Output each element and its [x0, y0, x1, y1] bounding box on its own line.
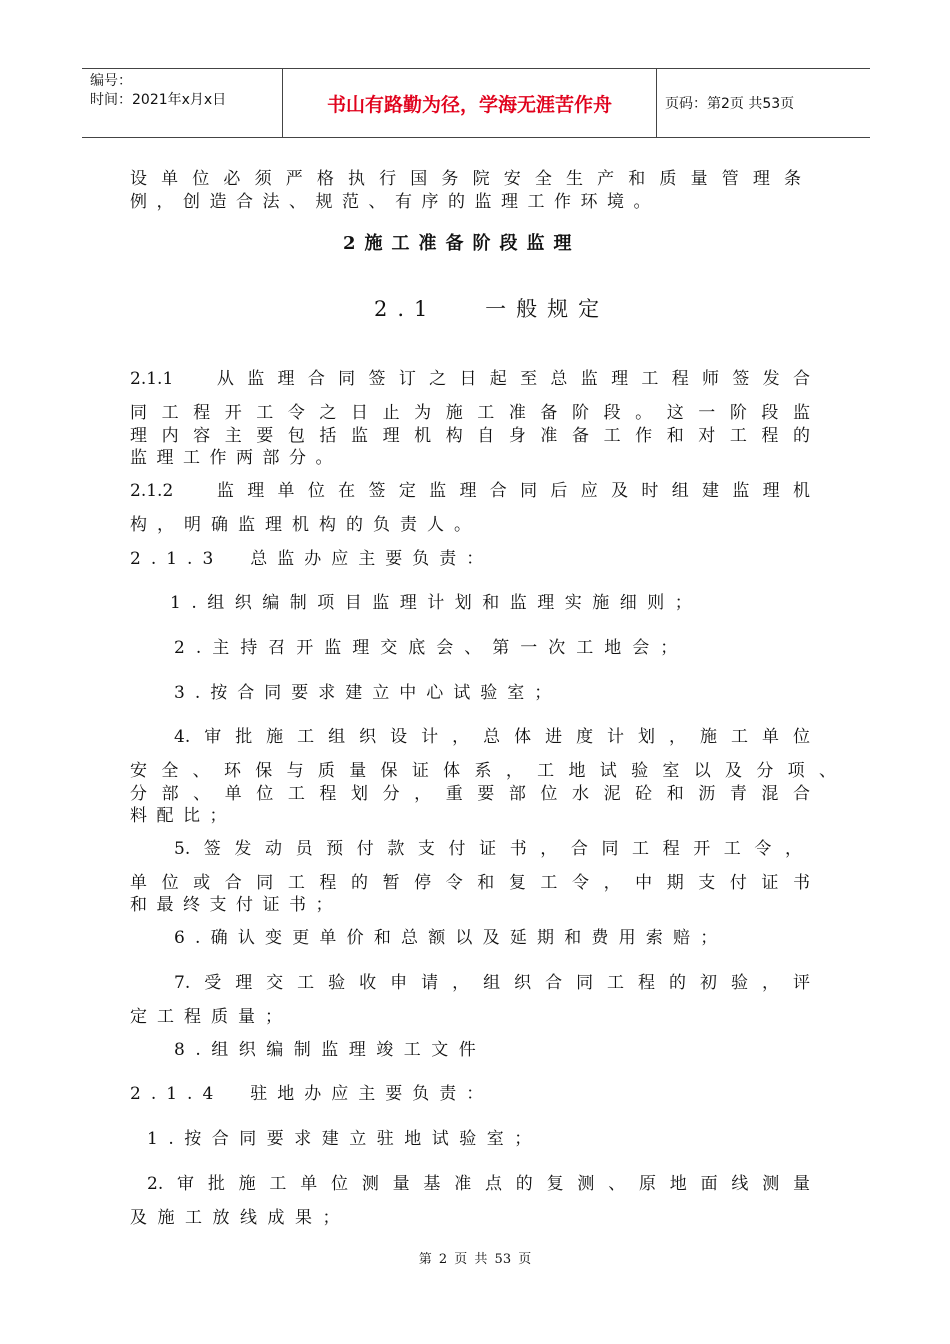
subsection-title: 2.1 一般规定: [374, 297, 610, 321]
paragraph-line: 同工程开工令之日止为施工准备阶段。这一阶段监: [130, 403, 810, 423]
list-item-continued: 定工程质量；: [130, 1007, 292, 1027]
intro-line: 设单位必须严格执行国务院安全生产和质量管理条: [130, 169, 810, 189]
list-item: 1.按合同要求建立驻地试验室；: [147, 1129, 542, 1149]
list-item: 1.组织编制项目监理计划和监理实施细则；: [170, 593, 703, 613]
number-label: 编号：: [90, 73, 132, 89]
paragraph-line: 2.1.2 监理单位在签定监理合同后应及时组建监理机: [130, 481, 810, 501]
list-item-continued: 和最终支付证书；: [130, 895, 342, 915]
page-footer: 第 2 页 共 53 页: [418, 1252, 532, 1267]
list-item: 2.主持召开监理交底会、第一次工地会；: [174, 638, 689, 658]
document-header: [82, 68, 870, 138]
list-item-continued: 分部、单位工程划分，重要部位水泥砼和沥青混合: [130, 784, 810, 804]
list-item: 3.按合同要求建立中心试验室；: [174, 683, 562, 703]
list-item-continued: 及施工放线成果；: [130, 1208, 350, 1228]
header-page-info: 页码：第2页 共53页: [665, 96, 795, 112]
list-item-continued: 料配比；: [130, 806, 236, 826]
header-motto: 书山有路勤为径，学海无涯苦作舟: [282, 69, 657, 137]
section-title: 2施工准备阶段监理: [343, 233, 581, 254]
paragraph-line: 2.1.1 从监理合同签订之日起至总监理工程师签发合: [130, 369, 810, 389]
list-item: 4.审批施工组织设计，总体进度计划，施工单位: [174, 727, 810, 747]
time-label: 时间：2021年x月x日: [90, 92, 227, 108]
header-meta-cell: [82, 69, 282, 137]
paragraph-line: 构，明确监理机构的负责人。: [130, 515, 481, 535]
list-item-continued: 安全、环保与质量保证体系，工地试验室以及分项、: [130, 761, 836, 781]
list-item-continued: 单位或合同工程的暂停令和复工令，中期支付证书: [130, 873, 810, 893]
paragraph-line: 监理工作两部分。: [130, 448, 342, 468]
paragraph-line: 2.1.3 总监办应主要负责：: [130, 549, 494, 569]
list-item: 7.受理交工验收申请，组织合同工程的初验，评: [174, 973, 810, 993]
paragraph-line: 2.1.4 驻地办应主要负责：: [130, 1084, 494, 1104]
list-item: 8.组织编制监理竣工文件: [174, 1040, 487, 1060]
list-item: 5.签发动员预付款支付证书，合同工程开工令，: [174, 839, 802, 859]
list-item: 2.审批施工单位测量基准点的复测、原地面线测量: [147, 1174, 810, 1194]
intro-line: 例，创造合法、规范、有序的监理工作环境。: [130, 192, 660, 212]
list-item: 6.确认变更单价和总额以及延期和费用索赔；: [174, 928, 728, 948]
paragraph-line: 理内容主要包括监理机构自身准备工作和对工程的: [130, 426, 810, 446]
